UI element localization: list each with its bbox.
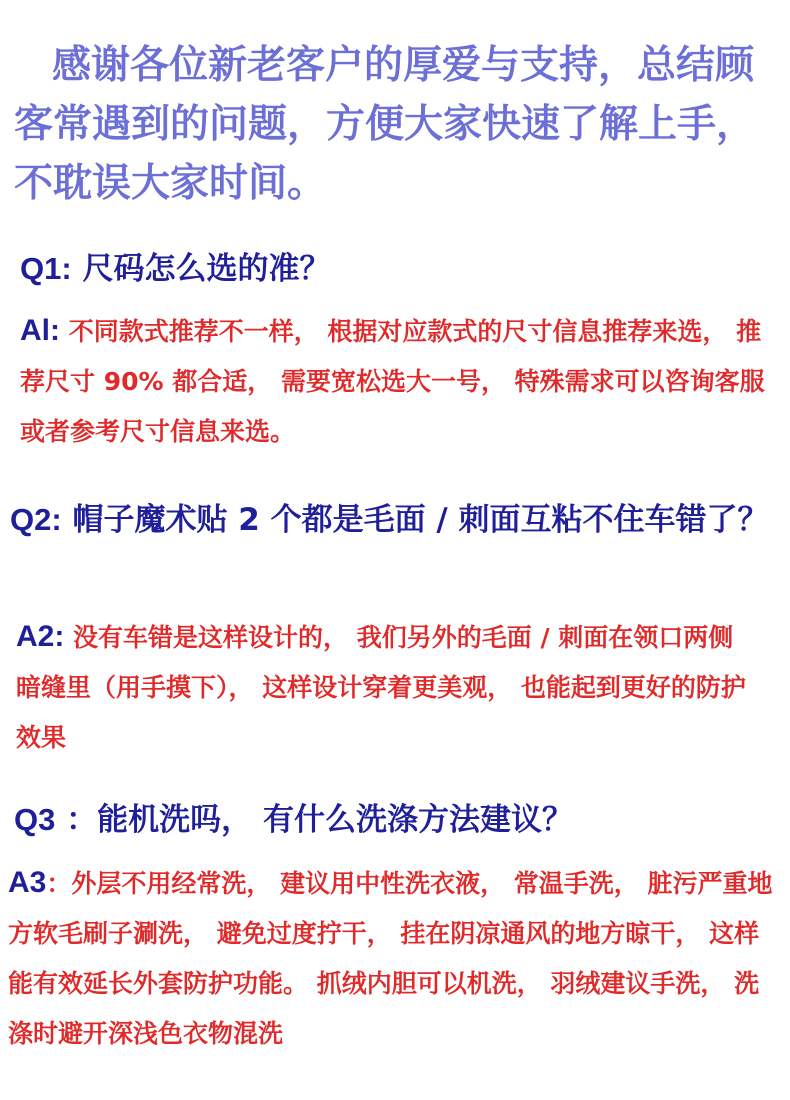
question-2-tag: Q2: bbox=[10, 502, 62, 537]
answer-2-tag: A2: bbox=[16, 620, 65, 653]
question-1 bbox=[20, 243, 790, 295]
question-2-text: 帽子魔术贴 2 个都是毛面 / 刺面互粘不住车错了？ bbox=[61, 502, 769, 538]
question-3 bbox=[14, 794, 784, 846]
answer-3-tag: A3 bbox=[8, 866, 47, 899]
answer-2-text: 没有车错是这样设计的， 我们另外的毛面 / 刺面在领口两侧暗缝里（用手摸下）， 这样设计穿着更美观， 也能起到更好的防护效果 bbox=[16, 623, 746, 752]
answer-1 bbox=[20, 306, 780, 457]
answer-3 bbox=[8, 858, 783, 1059]
question-2 bbox=[10, 494, 770, 546]
question-1-tag: Q1: bbox=[20, 251, 72, 286]
answer-1-tag: Al: bbox=[20, 314, 60, 347]
answer-1-text: 不同款式推荐不一样， 根据对应款式的尺寸信息推荐来选， 推荐尺寸 90% 都合适， 需要宽松选大一号， 特殊需求可以咨询客服或者参考尺寸信息来选。 bbox=[20, 317, 765, 446]
intro-paragraph: 感谢各位新老客户的厚爱与支持，总结顾客常遇到的问题，方便大家快速了解上手，不耽误大家时间。 bbox=[14, 43, 756, 206]
answer-3-text: ：外层不用经常洗， 建议用中性洗衣液， 常温手洗， 脏污严重地方软毛刷子涮洗， 避免过度拧干， 挂在阴凉通风的地方晾干， 这样能有效延长外套防护功能。 抓绒内胆可以机洗， 羽绒建议手洗， 洗涤时避开深浅色衣物混洗 bbox=[8, 869, 773, 1048]
question-1-text: 尺码怎么选的准？ bbox=[71, 251, 331, 287]
question-3-text: ：能机洗吗， 有什么洗涤方法建议？ bbox=[55, 802, 573, 838]
answer-2 bbox=[16, 612, 756, 763]
question-3-tag: Q3 bbox=[14, 802, 56, 837]
